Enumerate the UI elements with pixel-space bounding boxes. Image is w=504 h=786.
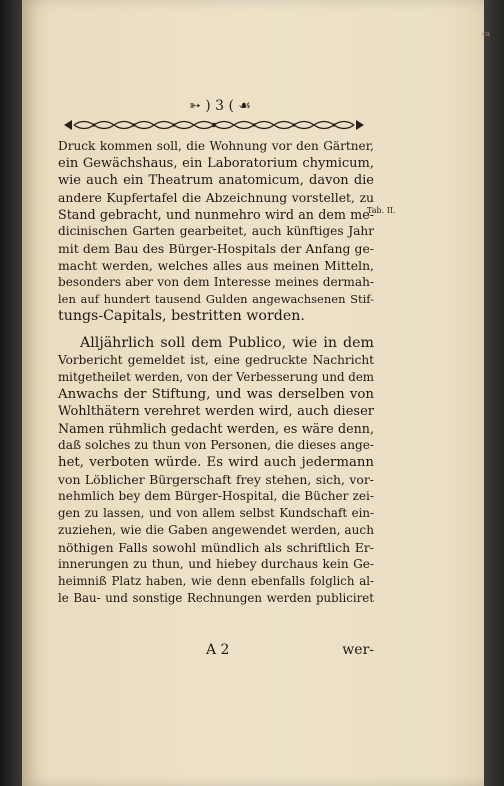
- text-line: Stand gebracht, und nunmehro wird an dem me-: [58, 207, 374, 222]
- text-line: Anwachs der Stiftung, und was derselben von: [58, 387, 374, 402]
- text-line: Alljährlich soll dem Publico, wie in dem: [80, 335, 374, 351]
- text-line: len auf hundert tausend Gulden angewachsenen Stif-: [58, 292, 374, 306]
- page-number: ➳ ) 3 ( ☙: [189, 98, 251, 114]
- signature-mark: A 2: [206, 642, 230, 658]
- book-gutter: [0, 0, 22, 786]
- text-line: dicinischen Garten gearbeitet, auch künftiges Jahr: [58, 224, 374, 238]
- text-line: mit dem Bau des Bürger-Hospitals der Anfang ge-: [58, 241, 374, 256]
- text-line: von Löblicher Bürgerschaft frey stehen, sich, vor-: [58, 472, 374, 487]
- paragraph-1: [58, 138, 374, 325]
- text-line: Druck kommen soll, die Wohnung vor den Gärtner,: [58, 139, 374, 153]
- text-line: zuziehen, wie die Gaben angewendet werden, auch: [58, 523, 374, 537]
- text-line: Wohlthätern verehret werden wird, auch dieser: [58, 404, 374, 419]
- text-line: Namen rühmlich gedacht werden, es wäre denn,: [58, 421, 374, 436]
- ornament-rule-icon: [62, 118, 366, 132]
- paragraph-2: [58, 335, 374, 607]
- page-footer: [58, 642, 374, 660]
- text-line: het, verboten würde. Es wird auch jedermann: [58, 455, 374, 470]
- text-line: nehmlich bey dem Bürger-Hospital, die Bücher zei-: [58, 489, 374, 503]
- text-line: andere Kupfertafel die Abzeichnung vorstellet, zu: [58, 190, 374, 205]
- text-line: innerungen zu thun, und hiebey durchaus kein Ge-: [58, 557, 374, 571]
- page-edge-shadow: [484, 0, 504, 786]
- text-line: macht werden, welches alles aus meinen Mitteln,: [58, 258, 374, 273]
- page-body: [58, 138, 374, 607]
- text-line: gen zu lassen, und von allem selbst Kundschaft ein-: [58, 506, 374, 520]
- text-line: daß solches zu thun von Personen, die dieses ange-: [58, 438, 374, 452]
- text-line: nöthigen Falls sowohl mündlich als schriftlich Er-: [58, 540, 374, 555]
- text-line: ein Gewächshaus, ein Laboratorium chymicum,: [58, 156, 374, 171]
- text-line: Vorbericht gemeldet ist, eine gedruckte Nachricht: [58, 353, 374, 367]
- text-line: besonders aber von dem Interesse meines dermah-: [58, 275, 374, 289]
- catchword: wer-: [342, 642, 374, 658]
- text-line: mitgetheilet werden, von der Verbesserung und dem: [58, 370, 374, 384]
- text-line: tungs-Capitals, bestritten worden.: [58, 308, 305, 324]
- text-line: wie auch ein Theatrum anatomicum, davon die: [58, 173, 374, 188]
- paragraph-gap: [58, 325, 374, 335]
- text-line: heimniß Platz haben, wie denn ebenfalls folglich al-: [58, 574, 374, 588]
- margin-note: Tab. II.: [367, 206, 396, 215]
- library-mark: ca: [482, 30, 491, 38]
- text-line: le Bau- und sonstige Rechnungen werden publiciret: [58, 591, 374, 605]
